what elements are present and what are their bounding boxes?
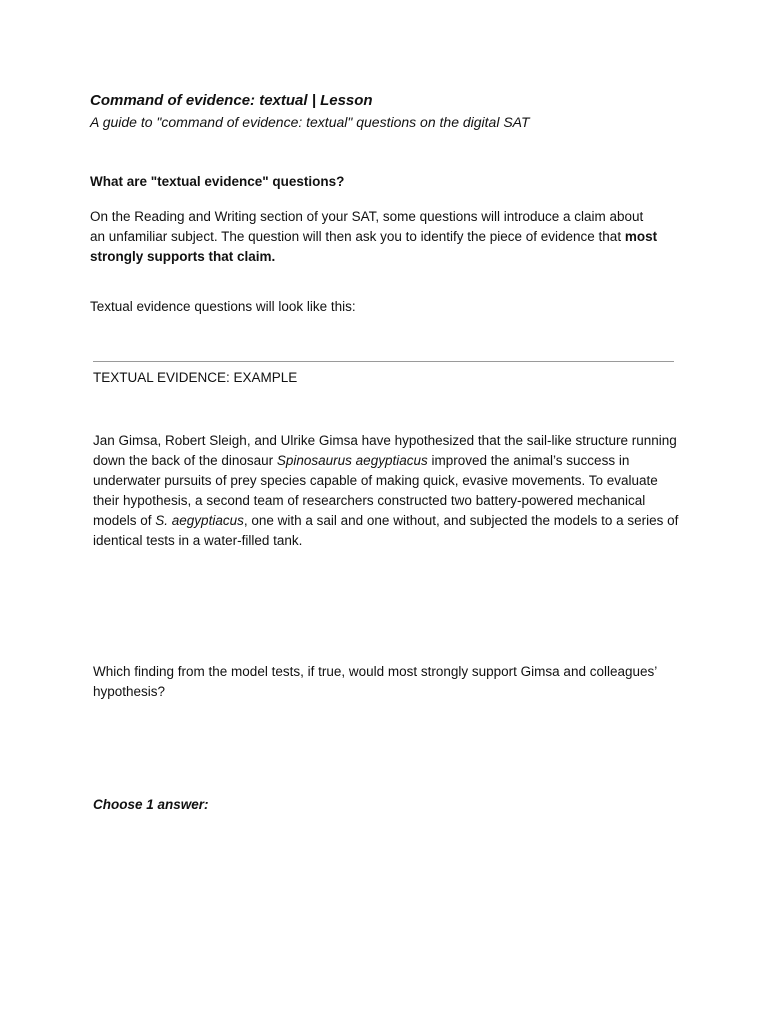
species-name-short: S. aegyptiacus <box>155 513 244 528</box>
passage-text-3: , one with a sail and one without, and subjected the models to a series of identical tests in a water-filled tank. <box>93 513 679 548</box>
section-heading: What are "textual evidence" questions? <box>90 174 345 189</box>
page-subtitle: A guide to "command of evidence: textual" questions on the digital SAT <box>90 114 530 130</box>
lead-in-text: Textual evidence questions will look like this: <box>90 299 356 314</box>
passage-text-2: improved the animal’s success in underwater pursuits of prey species capable of making quick, evasive movements. To evaluate their hypothesis, a second team of researchers constructed two battery-powered mechanical models of <box>93 453 658 528</box>
intro-text: On the Reading and Writing section of your SAT, some questions will introduce a claim about an unfamiliar subject. The question will then ask you to identify the piece of evidence that <box>90 209 644 244</box>
divider <box>93 361 674 362</box>
species-name: Spinosaurus aegyptiacus <box>276 453 428 468</box>
page-title: Command of evidence: textual | Lesson <box>90 92 373 109</box>
question-text: Which finding from the model tests, if true, would most strongly support Gimsa and colleagues’ hypothesis? <box>93 664 657 699</box>
choose-answer-label: Choose 1 answer: <box>93 797 209 812</box>
passage-text-1: Jan Gimsa, Robert Sleigh, and Ulrike Gimsa have hypothesized that the sail-like structure running down the back of the dinosaur <box>93 433 677 468</box>
example-label: TEXTUAL EVIDENCE: EXAMPLE <box>93 370 298 385</box>
intro-paragraph <box>90 207 660 267</box>
intro-emphasis: most strongly supports that claim. <box>90 229 658 264</box>
example-passage <box>93 431 683 551</box>
